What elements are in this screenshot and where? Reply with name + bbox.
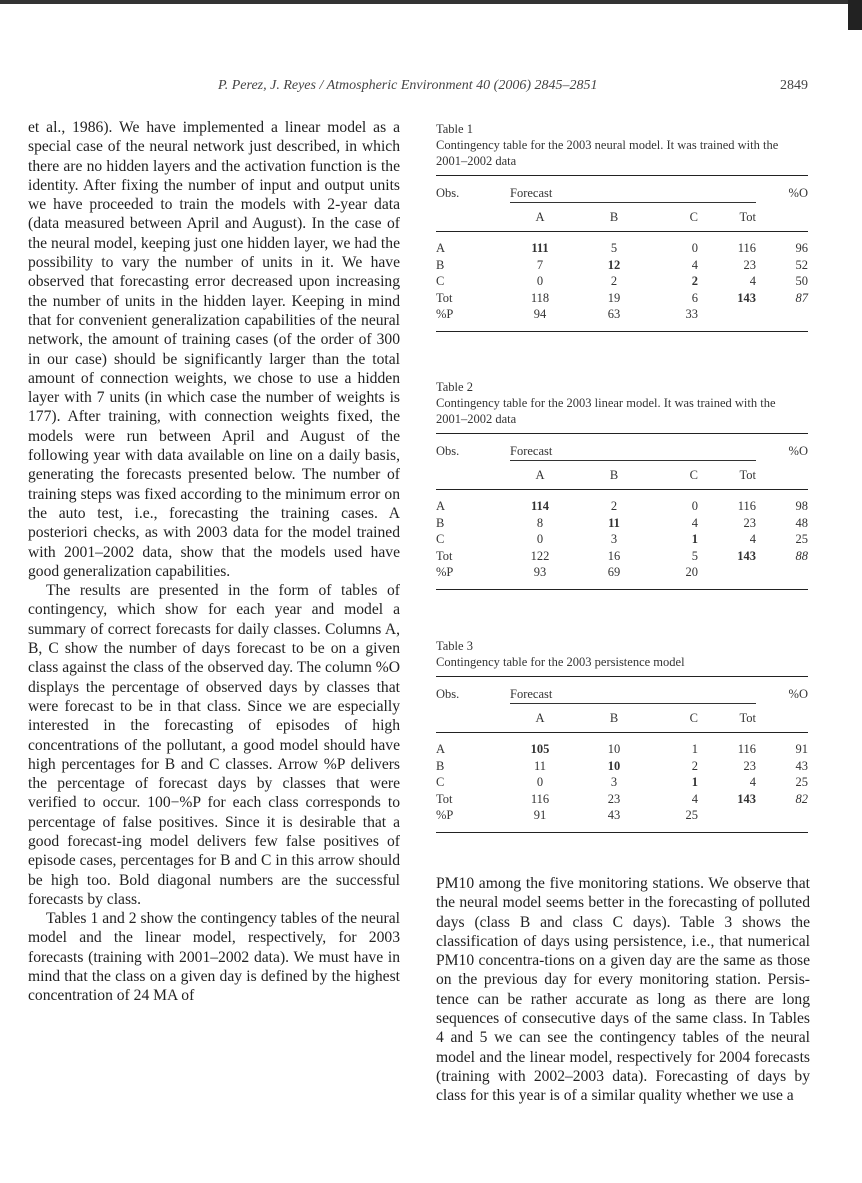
- subheader-b: B: [570, 203, 658, 232]
- table-row: C 0 3 1 4 25: [436, 532, 808, 546]
- col-header-obs: Obs.: [436, 186, 460, 200]
- table-caption: Contingency table for the 2003 neural model. It was trained with the 2001–2002 data: [436, 138, 779, 168]
- table-title: Table 3: [436, 639, 473, 653]
- subheader-b: B: [570, 704, 658, 733]
- contingency-table: [436, 433, 808, 590]
- contingency-table: [436, 676, 808, 833]
- table-row: Tot 122 16 5 143 88: [436, 548, 808, 563]
- subheader-a: A: [510, 461, 570, 490]
- running-header: [0, 78, 862, 100]
- subheader-b: B: [570, 461, 658, 490]
- col-header-pct-o: %O: [788, 444, 808, 458]
- table-row: Tot 118 19 6 143 87: [436, 290, 808, 305]
- left-column: [28, 118, 400, 1006]
- right-column-text: [436, 874, 810, 1106]
- subheader-tot: Tot: [698, 704, 756, 733]
- col-header-pct-o: %O: [788, 186, 808, 200]
- journal-citation: P. Perez, J. Reyes / Atmospheric Environment 40 (2006) 2845–2851: [218, 78, 598, 93]
- table-row: C 0 2 2 4 50: [436, 274, 808, 288]
- table-row: B 8 11 4 23 48: [436, 515, 808, 530]
- table-title: Table 2: [436, 380, 473, 394]
- body-paragraph: et al., 1986). We have implemented a linear model as a special case of the neural network just described, in which there are no hidden layers and the activation function is the identity. After fixing the number of input and output units we have proceeded to train the models with 2-year data (data measured between April and August). In the case of the neural model, keeping just one hidden layer, we had the possibility to vary the number of units in it. We have observed that forecasting error decreased upon increasing the number of units in the hidden layer. Keeping in mind that for convenient generalization capabilities of the neural network, the amount of training cases (of the order of 300 in our case) should be significantly larger than the total amount of connection weights, we chose to use a hidden layer with 7 units (in which case the number of weights is 177). After training, with connection weights fixed, the models were run between April and August of the following year with data available on line on a daily basis, generating the forecasts presented below. The number of training steps was fixed according to the minimum error on the auto test, i.e., forecasting the training cases. A posteriori checks, as with 2003 data for the model trained with 2001–2002 data, show that the models used have good generalization capabilities.: [28, 119, 400, 580]
- table-row: C 0 3 1 4 25: [436, 775, 808, 789]
- col-header-pct-o: %O: [788, 687, 808, 701]
- table-row: B 11 10 2 23 43: [436, 758, 808, 773]
- subheader-tot: Tot: [698, 203, 756, 232]
- col-header-forecast: Forecast: [510, 443, 553, 458]
- body-paragraph: The results are presented in the form of tables of contingency, which show for each year and model a summary of correct forecasts for daily classes. Columns A, B, C show the number of days forecast to be on a given class against the class of the observed day. The column %O displays the percentage of observed days by classes that were forecast to be in that class. Since we are especially interested in the forecasting of episodes of high concentrations of the pollutant, a good model should have high percentages for B and C classes. Arrow %P delivers the percentage of forecast days by classes that were verified to occur. 100−%P for each class corresponds to percentage of false positives. Since it is desirable that a good forecast-ing model delivers few false positives of episode cases, percentages for B and C in this arrow should be high too. Bold diagonal numbers are the successful forecasts by class.: [28, 582, 400, 908]
- col-header-forecast: Forecast: [510, 686, 553, 701]
- body-paragraph: Tables 1 and 2 show the contingency tables of the neural model and the linear model, respectively, for 2003 forecasts (training with 2001–2002 data). We must have in mind that the class on a given day is defined by the highest concentration of 24 MA of: [28, 910, 400, 1005]
- table-row: A 111 5 0 116 96: [436, 232, 808, 257]
- col-header-obs: Obs.: [436, 687, 460, 701]
- table-title: Table 1: [436, 122, 473, 136]
- body-paragraph: PM10 among the five monitoring stations. We observe that the neural model seems better in the forecasting of polluted days (class B and class C days). Table 3 shows the classification of days using persistence, i.e., that numerical PM10 concentra-tions on a given day are the same as those on the previous day for every monitoring station. Persis-tence can be rather accurate as long as there are long sequences of consecutive days of the same class. In Tables 4 and 5 we can see the contingency tables of the neural model and the linear model, respectively for 2004 forecasts (training with 2002–2003 data). Forecasting of days by class for this year is of a similar quality whether we use a: [436, 875, 810, 1105]
- table-row: A 114 2 0 116 98: [436, 490, 808, 515]
- scan-corner-mark: [848, 0, 862, 30]
- page-number: 2849: [780, 78, 808, 93]
- table-caption: Contingency table for the 2003 persistence model: [436, 655, 685, 669]
- scan-border-top: [0, 0, 862, 4]
- subheader-c: C: [658, 203, 698, 232]
- table-row: Tot 116 23 4 143 82: [436, 791, 808, 806]
- table-caption: Contingency table for the 2003 linear model. It was trained with the 2001–2002 data: [436, 396, 776, 426]
- table-2: [436, 379, 808, 590]
- col-header-obs: Obs.: [436, 444, 460, 458]
- subheader-a: A: [510, 704, 570, 733]
- table-1: [436, 121, 808, 332]
- table-row: A 105 10 1 116 91: [436, 733, 808, 758]
- subheader-c: C: [658, 704, 698, 733]
- subheader-tot: Tot: [698, 461, 756, 490]
- table-row: %P 93 69 20: [436, 565, 698, 579]
- table-row: B 7 12 4 23 52: [436, 257, 808, 272]
- subheader-a: A: [510, 203, 570, 232]
- table-row: %P 91 43 25: [436, 808, 698, 822]
- table-3: [436, 638, 808, 833]
- contingency-table: [436, 175, 808, 332]
- col-header-forecast: Forecast: [510, 185, 553, 200]
- table-row: %P 94 63 33: [436, 307, 698, 321]
- subheader-c: C: [658, 461, 698, 490]
